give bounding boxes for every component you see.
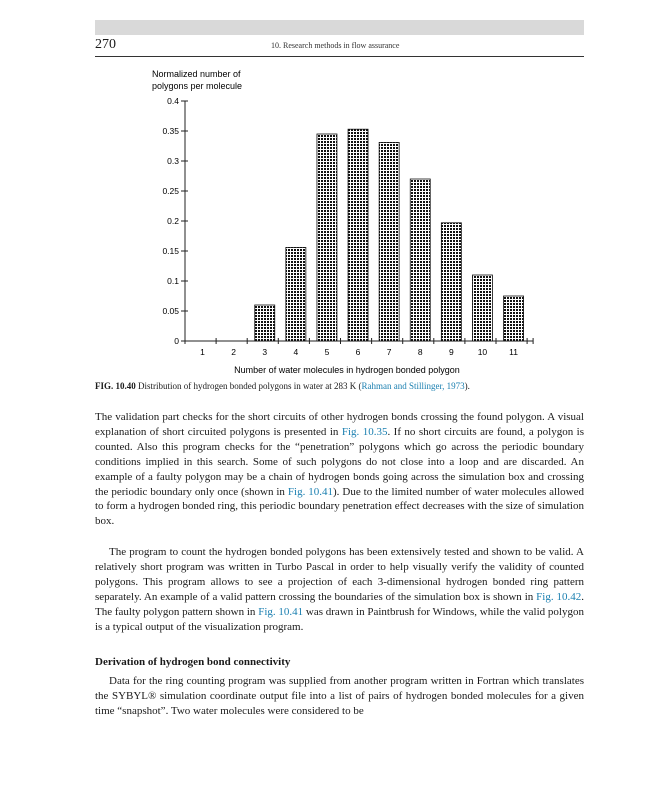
body-paragraph-2 (95, 545, 584, 634)
figure-caption (95, 381, 595, 391)
y-tick-label: 0.05 (162, 306, 179, 316)
caption-tail: ). (464, 381, 470, 391)
bar-4 (286, 247, 306, 341)
x-tick-label: 4 (293, 347, 299, 357)
caption-label: FIG. 10.40 (95, 381, 136, 391)
y-tick-label: 0.25 (162, 186, 179, 196)
paragraph-text: The validation part checks for the short circuits of other hydrogen bonds crossing the found polygon. A visual explanation of short circuited polygons is presented in (95, 411, 584, 438)
paragraph-text: . The faulty polygon pattern shown in (95, 590, 584, 618)
bar-9 (441, 223, 461, 341)
x-tick-label: 7 (386, 347, 392, 357)
bar-chart (0, 0, 647, 380)
figure-reference-link[interactable]: Fig. 10.41 (287, 485, 334, 498)
x-tick-label: 9 (448, 347, 454, 357)
x-tick-label: 2 (231, 347, 237, 357)
body-paragraph-1 (95, 410, 584, 529)
x-axis-label: Number of water molecules in hydrogen bonded polygon (234, 365, 460, 375)
y-tick-label: 0.1 (167, 276, 179, 286)
body-paragraph-3 (95, 674, 584, 719)
paragraph-text: was drawn in Paintbrush for Windows, while the valid polygon is a typical output of the visualization program. (95, 605, 584, 633)
caption-text: Distribution of hydrogen bonded polygons in water at 283 K ( (135, 381, 362, 391)
y-axis-label-line-2: polygons per molecule (152, 81, 243, 91)
bar-7 (379, 142, 399, 341)
page-number: 270 (95, 37, 116, 52)
paragraph-text: The program to count the hydrogen bonded polygons has been extensively tested and shown to be valid. A relatively short program was written in Turbo Pascal in order to help visually verify the validity of counted polygons. This program allows to see a projection of each 3-dimensional hydrogen bonded ring pattern separately. An example of a valid pattern crossing the boundaries of the simulation box is shown in (95, 546, 584, 603)
bar-8 (410, 179, 430, 341)
x-tick-label: 1 (200, 347, 205, 357)
running-head: 10. Research methods in flow assurance (271, 41, 400, 50)
paragraph-text: ). Due to the limited number of water molecules allowed to form a hydrogen bonded ring, this periodic boundary penetration effect decreases with the size of simulation box. (95, 485, 584, 528)
x-tick-label: 10 (477, 347, 488, 357)
y-tick-label: 0.2 (167, 216, 179, 226)
figure-reference-link[interactable]: Fig. 10.35 (341, 425, 388, 438)
bar-10 (472, 275, 492, 341)
y-tick-label: 0.15 (162, 246, 179, 256)
y-tick-label: 0.3 (167, 156, 179, 166)
bar-6 (348, 129, 368, 341)
bars (255, 129, 524, 341)
y-axis-label-line-1: Normalized number of (152, 69, 241, 79)
bar-3 (255, 305, 275, 341)
paragraph-text: . If no short circuits are found, a polygon is counted. Also this program checks for the “penetration” polygons which go across the periodic boundary conditions implied in this search. Some of such polygons do not close into a loop and are discarded. An example of a faulty polygon may be a chain of hydrogen bonds going across the simulation box and crossing the periodic boundary only once (shown in (95, 425, 584, 498)
caption-citation-link[interactable]: Rahman and Stillinger, 1973 (361, 381, 465, 391)
paragraph-text: Data for the ring counting program was supplied from another program written in Fortran which translates the SYBYL® simulation coordinate output file into a list of pairs of hydrogen bonded molecules for a given time “snapshot”. Two water molecules were considered to be (95, 675, 584, 717)
figure-chart (0, 0, 647, 385)
x-tick-label: 8 (417, 347, 423, 357)
x-tick-label: 3 (262, 347, 268, 357)
x-tick-label: 6 (355, 347, 361, 357)
y-tick-label: 0.4 (167, 96, 179, 106)
section-heading: Derivation of hydrogen bond connectivity (95, 656, 291, 668)
x-tick-label: 11 (509, 347, 518, 357)
y-tick-label: 0 (174, 336, 179, 346)
figure-reference-link[interactable]: Fig. 10.41 (258, 605, 304, 618)
figure-reference-link[interactable]: Fig. 10.42 (536, 590, 582, 603)
bar-11 (504, 296, 524, 341)
x-tick-label: 5 (324, 347, 330, 357)
y-axis (162, 96, 188, 346)
y-tick-label: 0.35 (162, 126, 179, 136)
bar-5 (317, 134, 337, 341)
